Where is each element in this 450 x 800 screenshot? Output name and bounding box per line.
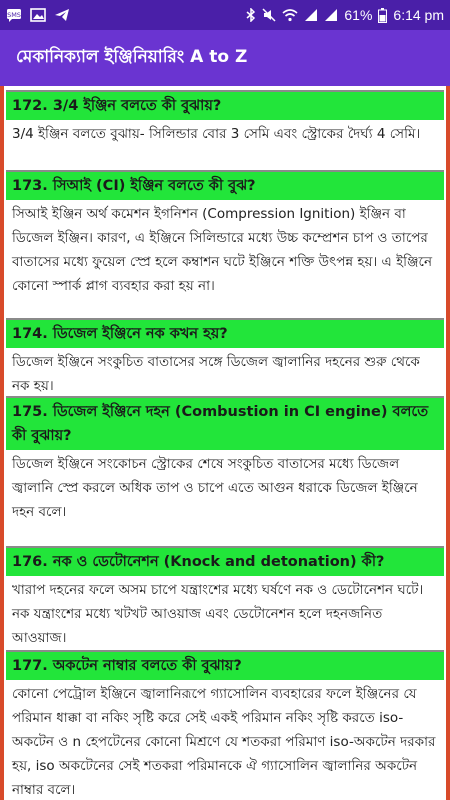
signal-icon [304,8,318,22]
sms-icon [6,8,22,22]
status-left [6,8,70,22]
question-text: 172. 3/4 ইঞ্জিন বলতে কী বুঝায়? [6,92,444,120]
qa-item [6,546,444,652]
telegram-icon [54,8,70,22]
qa-item [6,650,444,800]
answer-text: ডিজেল ইঞ্জিনে সংকোচন স্ট্রোকের শেষে সংকুচিত বাতাসের মধ্যে ডিজেল জ্বালানি স্প্রে করলে অধিক তাপ ও চাপে এতে আগুন ধরাকে ডিজেল ইঞ্জিনে দহন বলে। [12,456,418,520]
answer-text: সিআই ইঞ্জিন অর্থ কমেশন ইগনিশন (Compression Ignition) ইঞ্জিন বা ডিজেল ইঞ্জিন। কারণ, এ ইঞ্জিনে সিলিন্ডারে মধ্যে উচ্চ কম্প্রেশন চাপ ও তাপের বাতাসের মধ্যে ফুয়েল স্প্রে হলে কম্বাশন ঘটে ইঞ্জিনে শক্তি উৎপন্ন হয়। এ ইঞ্জিনে কোনো স্পার্ক প্লাগ ব্যবহার করা হয় না। [12,206,432,294]
content-scroll[interactable] [0,86,450,800]
qa-item [6,396,444,526]
question-text: 173. সিআই (CI) ইঞ্জিন বলতে কী বুঝ? [6,172,444,200]
qa-item [6,318,444,400]
status-right [246,7,444,23]
answer-text: খারাপ দহনের ফলে অসম চাপে যন্ত্রাংশের মধ্যে ঘর্ষণে নক ও ডেটোনেশন ঘটে। নক যন্ত্রাংশের মধ্যে খটখট আওয়াজ এবং ডেটোনেশন হলে দহনজনিত আওয়াজ। [12,582,424,646]
answer-text: 3/4 ইঞ্জিন বলতে বুঝায়- সিলিন্ডার বোর 3 সেমি এবং স্ট্রোকের দৈর্ঘ্য 4 সেমি। [12,126,421,142]
frame-left-border [0,86,4,800]
image-icon [30,8,46,22]
app-title: মেকানিক্যাল ইঞ্জিনিয়ারিং A to Z [16,47,248,67]
question-text: 174. ডিজেল ইঞ্জিনে নক কখন হয়? [6,320,444,348]
answer-text: ডিজেল ইঞ্জিনে সংকুচিত বাতাসের সঙ্গে ডিজেল জ্বালানির দহনের শুরু থেকে নক হয়। [12,354,420,394]
app-bar [0,30,450,86]
mute-icon [262,8,276,22]
bluetooth-icon [246,8,256,22]
answer-text: কোনো পেট্রোল ইঞ্জিনে জ্বালানিরূপে গ্যাসোলিন ব্যবহারের ফলে ইঞ্জিনের যে পরিমান ধাক্কা বা নকিং সৃষ্টি করে সেই একই পরিমান নকিং সৃষ্টি করতে iso-অকটেন ও n হেপটেনের কোনো মিশ্রণে যে শতকরা পরিমাণ iso-অকটেন দরকার হয়, iso অকটেনের সেই শতকরা পরিমানকে ঐ গ্যাসোলিন জ্বালানির অকটেন নাম্বার বলে। [12,686,436,798]
signal-icon [324,8,338,22]
battery-icon [378,8,387,23]
battery-percent: 61% [344,7,373,23]
qa-item [6,90,444,148]
question-text: 175. ডিজেল ইঞ্জিনে দহন (Combustion in CI engine) বলতে কী বুঝায়? [6,398,444,450]
question-text: 177. অকটেন নাম্বার বলতে কী বুঝায়? [6,652,444,680]
wifi-icon [282,8,298,22]
status-bar [0,0,450,30]
clock: 6:14 pm [393,7,444,23]
qa-item [6,170,444,300]
question-text: 176. নক ও ডেটোনেশন (Knock and detonation) কী? [6,548,444,576]
svg-text:SMS: SMS [7,11,21,19]
frame-right-border [446,86,450,800]
